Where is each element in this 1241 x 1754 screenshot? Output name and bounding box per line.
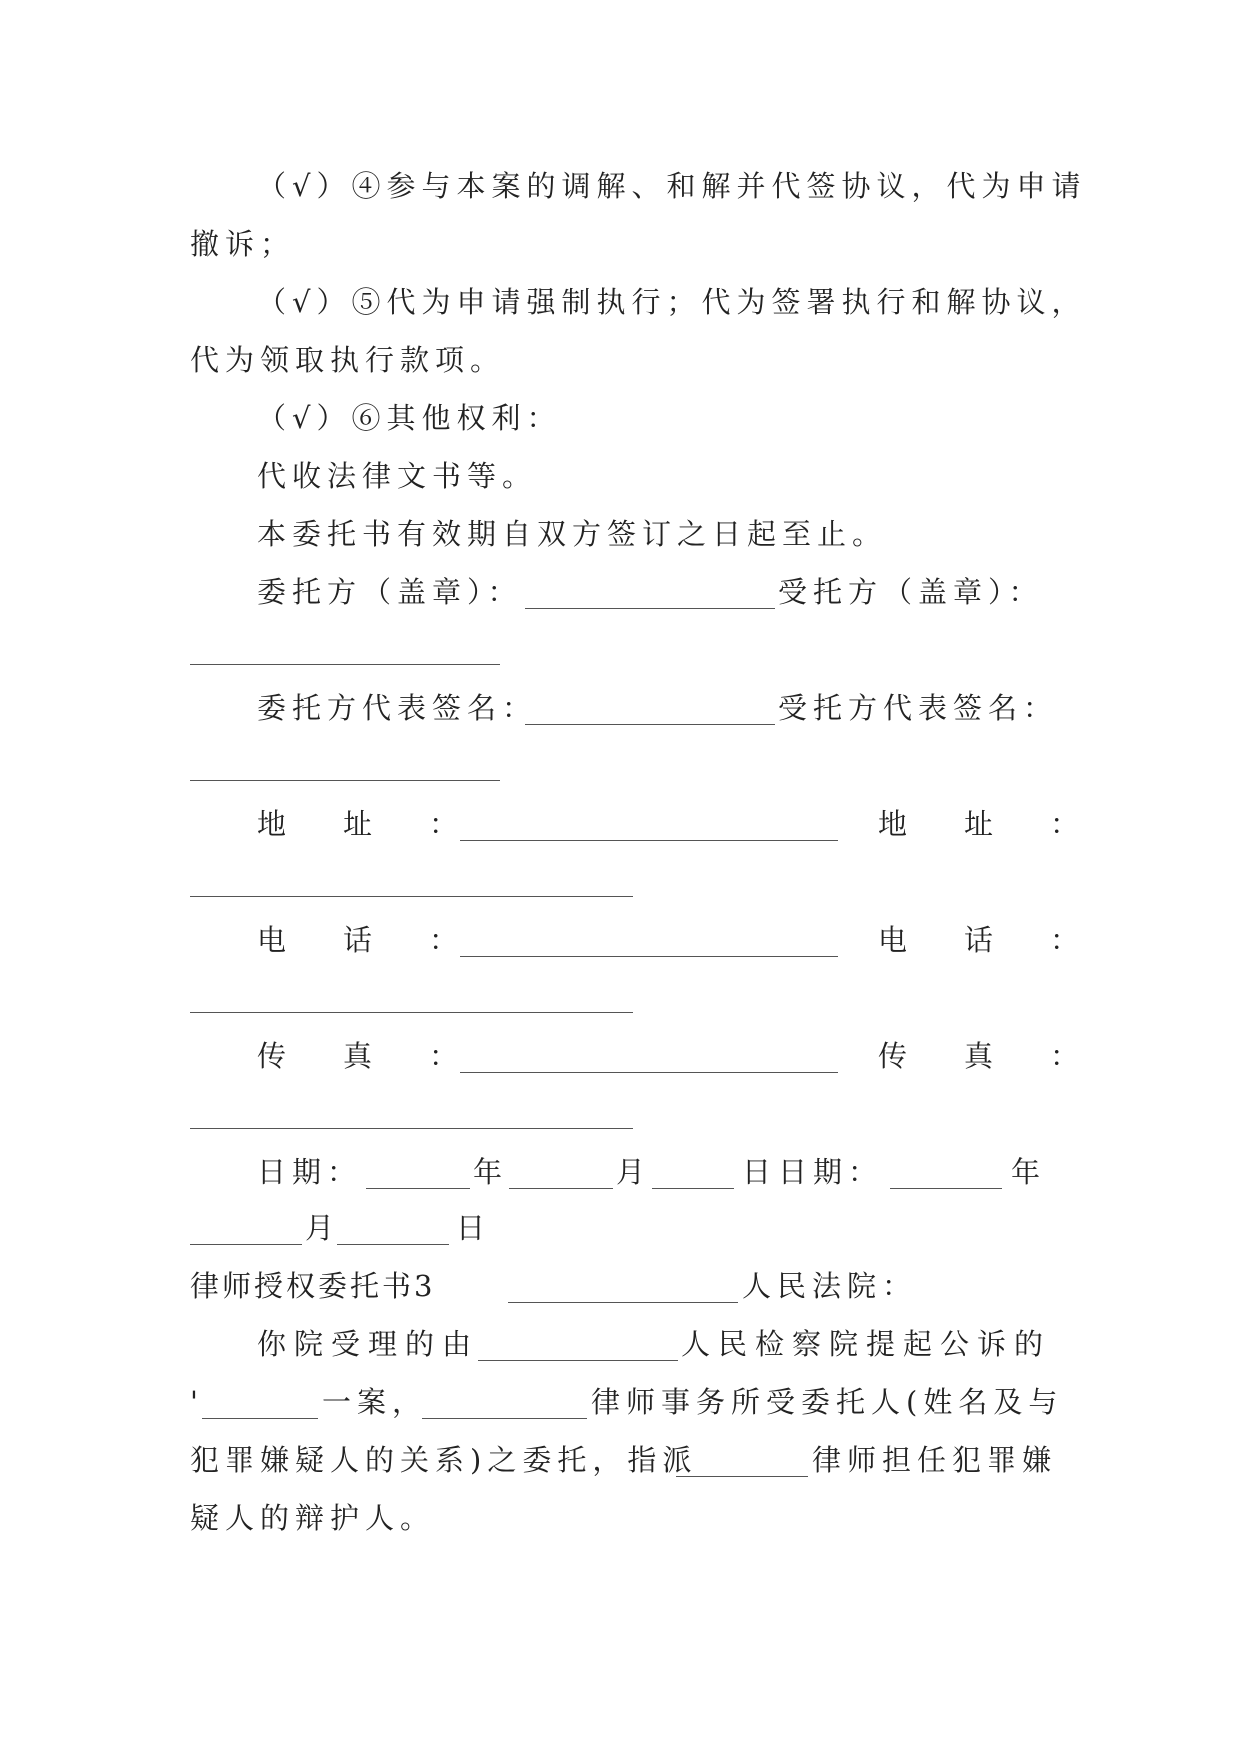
phone-blank-a [460,956,838,957]
fax-label-a: 传 真 ： [257,1039,473,1073]
clause-6: （√）⑥其他权利： [257,401,562,435]
date-label-a: 日期： [257,1155,363,1189]
address-label-a: 地 址 ： [257,807,473,841]
agent-seal-label: 受托方（盖章）： [778,575,1044,609]
address-blank-b [190,896,633,897]
month-label-a: 月 [616,1155,652,1189]
agent-rep-blank [190,780,500,781]
agent-rep-label: 受托方代表签名： [778,691,1059,725]
procuratorate-blank [478,1360,678,1361]
clause-5-cont: 代为领取执行款项。 [190,343,506,377]
client-rep-label: 委托方代表签名： [257,691,538,725]
phone-label-a: 电 话 ： [257,923,473,957]
day-label-b: 日 [456,1211,492,1245]
agent-seal-blank [190,664,500,665]
year-label-b: 年 [1011,1155,1047,1189]
day-label-a: 日 [742,1155,778,1189]
day-blank-a [652,1188,734,1189]
address-label-b: 地 址 ： [878,807,1094,841]
client-seal-label: 委托方（盖章）： [257,575,523,609]
year-blank-a [366,1188,470,1189]
lawfirm-blank [422,1418,587,1419]
month-blank-a [509,1188,613,1189]
phone-label-b: 电 话 ： [878,923,1094,957]
year-label-a: 年 [473,1155,509,1189]
address-blank-a [460,840,838,841]
para-text-1b: 人民检察院提起公诉的 [681,1327,1052,1361]
fax-label-b: 传 真 ： [878,1039,1094,1073]
phone-blank-b [190,1012,633,1013]
validity-text: 本委托书有效期自双方签订之日起至止。 [257,517,888,551]
para-text-4: 疑人的辩护人。 [190,1501,436,1535]
fax-blank-a [460,1072,838,1073]
court-label: 人民法院： [742,1269,918,1303]
para-text-3: 犯罪嫌疑人的关系)之委托，指派 [190,1443,698,1477]
para-text-3b: 律师担任犯罪嫌 [812,1443,1058,1477]
section3-heading: 律师授权委托书3 [190,1269,436,1303]
court-blank [508,1302,738,1303]
quote-mark: ' [190,1385,204,1419]
date-label-b: 日期： [778,1155,884,1189]
clause-4: （√）④参与本案的调解、和解并代签协议，代为申请 [257,169,1087,203]
month-label-b: 月 [305,1211,341,1245]
clause-4-cont: 撤诉； [190,227,296,261]
fax-blank-b [190,1128,633,1129]
para-text-2: 一案， [322,1385,428,1419]
case-blank [202,1418,318,1419]
clause-5: （√）⑤代为申请强制执行；代为签署执行和解协议， [257,285,1087,319]
client-rep-blank [525,724,775,725]
month-blank-b [190,1244,302,1245]
other-rights-text: 代收法律文书等。 [257,459,538,493]
lawyer-blank [676,1476,808,1477]
year-blank-b [890,1188,1002,1189]
day-blank-b [337,1244,449,1245]
client-seal-blank [525,608,775,609]
para-text-2c: 律师事务所受委托人(姓名及与 [591,1385,1064,1419]
para-text-1: 你院受理的由 [257,1327,480,1361]
